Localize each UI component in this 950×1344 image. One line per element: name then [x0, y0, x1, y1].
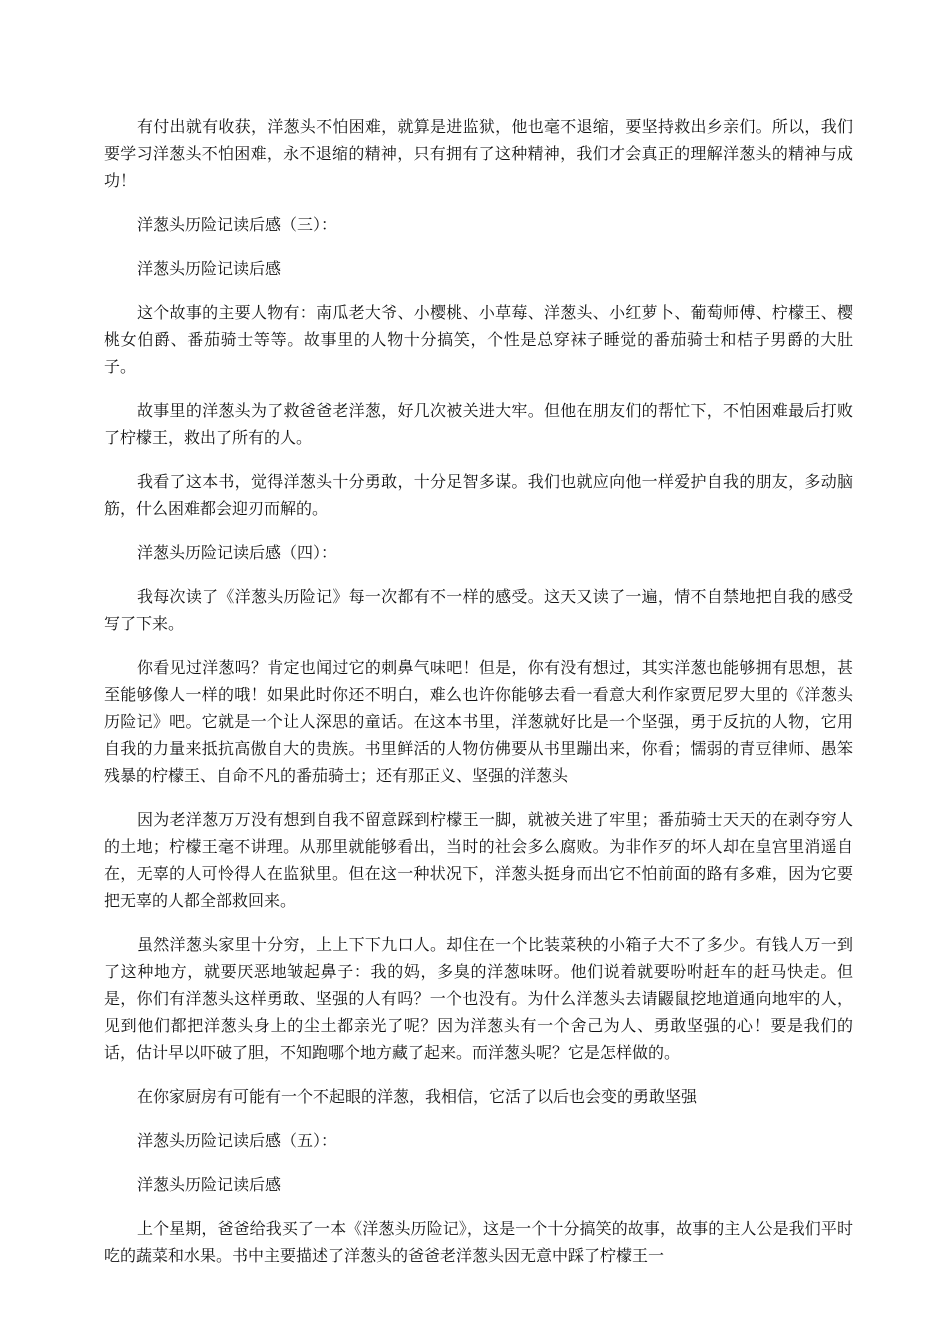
paragraph: 我每次读了《洋葱头历险记》每一次都有不一样的感受。这天又读了一遍，情不自禁地把自我的感受写了下来。	[104, 587, 853, 633]
section-heading: 洋葱头历险记读后感（四）：	[137, 543, 338, 562]
paragraph: 有付出就有收获，洋葱头不怕困难，就算是进监狱，他也毫不退缩，要坚持救出乡亲们。所以，我们要学习洋葱头不怕困难，永不退缩的精神，只有拥有了这种精神，我们才会真正的理解洋葱头的精神与成功！	[104, 117, 853, 190]
paragraph: 这个故事的主要人物有：南瓜老大爷、小樱桃、小草莓、洋葱头、小红萝卜、葡萄师傅、柠檬王、樱桃女伯爵、番茄骑士等等。故事里的人物十分搞笑，个性是总穿袜子睡觉的番茄骑士和桔子男爵的大肚子。	[104, 303, 853, 376]
section-subtitle: 洋葱头历险记读后感	[137, 259, 282, 278]
paragraph: 在你家厨房有可能有一个不起眼的洋葱，我相信，它活了以后也会变的勇敢坚强	[137, 1087, 698, 1106]
paragraph: 上个星期，爸爸给我买了一本《洋葱头历险记》，这是一个十分搞笑的故事，故事的主人公是我们平时吃的蔬菜和水果。书中主要描述了洋葱头的爸爸老洋葱头因无意中踩了柠檬王一	[104, 1219, 853, 1265]
document-page	[104, 113, 853, 1286]
paragraph: 我看了这本书，觉得洋葱头十分勇敢，十分足智多谋。我们也就应向他一样爱护自我的朋友，多动脑筋，什么困难都会迎刃而解的。	[104, 472, 853, 518]
section-heading: 洋葱头历险记读后感（三）：	[137, 215, 338, 234]
section-subtitle: 洋葱头历险记读后感	[137, 1175, 282, 1194]
paragraph: 故事里的洋葱头为了救爸爸老洋葱，好几次被关进大牢。但他在朋友们的帮忙下，不怕困难最后打败了柠檬王，救出了所有的人。	[104, 401, 853, 447]
paragraph: 你看见过洋葱吗？肯定也闻过它的刺鼻气味吧！但是，你有没有想过，其实洋葱也能够拥有思想，甚至能够像人一样的哦！如果此时你还不明白，难么也许你能够去看一看意大利作家贾尼罗大里的《洋葱头历险记》吧。它就是一个让人深思的童话。在这本书里，洋葱就好比是一个坚强，勇于反抗的人物，它用自我的力量来抵抗高傲自大的贵族。书里鲜活的人物仿佛要从书里蹦出来，你看；懦弱的青豆律师、愚笨残暴的柠檬王、自命不凡的番茄骑士；还有那正义、坚强的洋葱头	[104, 658, 853, 785]
paragraph: 因为老洋葱万万没有想到自我不留意踩到柠檬王一脚，就被关进了牢里；番茄骑士天天的在剥夺穷人的土地；柠檬王毫不讲理。从那里就能够看出，当时的社会多么腐败。为非作歹的坏人却在皇宫里消遥自在，无辜的人可怜得人在监狱里。但在这一种状况下，洋葱头挺身而出它不怕前面的路有多难，因为它要把无辜的人都全部救回来。	[104, 810, 853, 910]
paragraph: 虽然洋葱头家里十分穷，上上下下九口人。却住在一个比装菜秧的小箱子大不了多少。有钱人万一到了这种地方，就要厌恶地皱起鼻子：我的妈，多臭的洋葱味呀。他们说着就要吩咐赶车的赶马快走。但是，你们有洋葱头这样勇敢、坚强的人有吗？一个也没有。为什么洋葱头去请鼹鼠挖地道通向地牢的人，见到他们都把洋葱头身上的尘土都亲光了呢？因为洋葱头有一个舍己为人、勇敢坚强的心！要是我们的话，估计早以吓破了胆，不知跑哪个地方藏了起来。而洋葱头呢？它是怎样做的。	[104, 935, 853, 1062]
section-heading: 洋葱头历险记读后感（五）：	[137, 1131, 338, 1150]
